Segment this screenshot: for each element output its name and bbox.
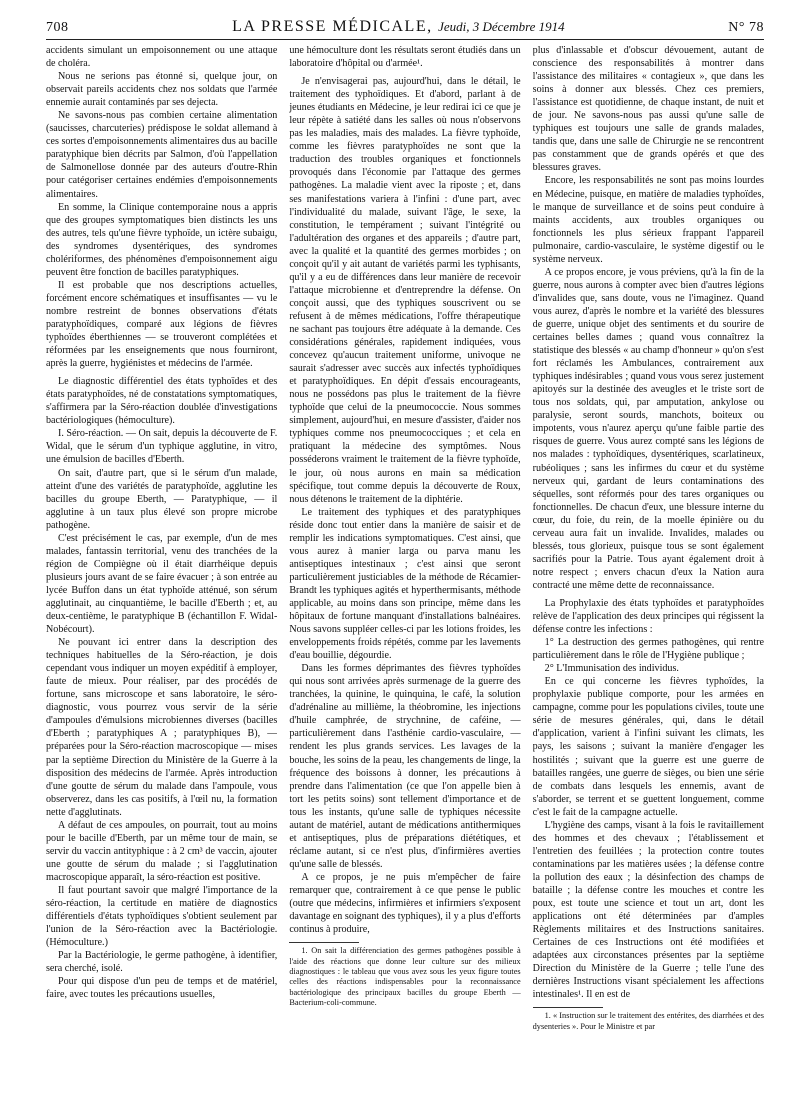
paragraph: En ce qui concerne les fièvres typhoïdes, la prophylaxie publique comporte, pour les armées en campagne, comme pour les populations civiles, toute une série de mesures générales, qui, dans le détail d'application, varient à l'infini suivant les climats, les pays, les saisons ; suivant la manière d'engager les hostilités ; suivant que la guerre est une guerre de batailles rangées, une guerre de sièges, ou bien une série de combats dans lesquels les ennemis, avant de s'aborder, se terrent et se guettent longuement, comme c'est le fait de la campagne actuelle. [532, 676, 764, 818]
paragraph: Il est probable que nos descriptions actuelles, forcément encore schématiques et insuffisantes — vu le nombre restreint de bonnes observations d'états paratyphoïdiques, comparé aux légions de fièvres typhoïdes éberthiennes — se trouveront complétées et réformées par les enseignements que nous fourniront, après la guerre, hygiénistes et médecins de l'armée. [46, 279, 278, 370]
paragraph: Ne savons-nous pas combien certaine alimentation (saucisses, charcuteries) prédispose le soldat allemand à ces sortes d'empoisonnements alimentaires dus au bacille paratyphique bien décrits par Salmon, d'où l'appellation de Salmonellose donnée par des auteurs d'outre-Rhin pour catégoriser certaines endémies d'empoisonnements alimentaires. [46, 110, 278, 200]
issue-number: N° 78 [728, 20, 764, 35]
list-item: 1° La destruction des germes pathogènes, qui rentre particulièrement dans le rôle de l'Hygiène publique ; [532, 637, 764, 662]
list-item: 2° L'Immunisation des individus. [544, 663, 679, 675]
paragraph: Nous ne serions pas étonné si, quelque jour, on observait pareils accidents chez nos soldats que l'armée ennemie aurait contaminés par ses dejecta. [46, 71, 278, 109]
paragraph: Ne pouvant ici entrer dans la description des techniques habituelles de la Séro-réaction, je dois cependant vous indiquer un moyen expéditif à employer, faute de mieux. Pour réaliser, par des procédés de fortune, sans microscope et sans laboratoire, le séro-diagnostic, vous pourrez vous servir de la série d'ampoules d'émulsions microbiennes diverses (bacilles d'Eberth ; paratyphiques A ; paratyphiques B), — préparées pour la Séro-réaction macroscopique — mises par la septième Direction du Ministère de la Guerre à la disposition des médecins de l'armée. Après introduction d'une goutte de sérum du malade dans l'ampoule, vous observerez, dans les cas positifs, à l'œil nu, la formation nette d'agglutinats. [46, 637, 278, 818]
issue-date: Jeudi, 3 Décembre 1914 [438, 19, 565, 34]
paragraph: A ce propos encore, je vous préviens, qu'à la fin de la guerre, nous aurons à compter avec bien d'autres légions d'invalides que, sans doute, vous ne l'imaginez. Quand vous aurez, d'après le nombre et la variété des blessures de guerre, unique objet des sentiments et du sourire de certaines belles dames ; quand vous connaîtrez la statistique des blessés « au champ d'honneur » qu'on s'est fort réclamés les Ambulances, contrairement aux typhiques indésirables ; quand vous vous serez justement apitoyés sur la destinée des aveugles et le triste sort de tous nos soldats, qui, par amputation, ankylose ou paralysie, seront sourds, manchots, boiteux ou impotents, vous n'aurez aperçu qu'une faible partie des risques de guerre. Vous aurez compté sans les légions de nos malades : typhoïdiques, dysentériques, scarlatineux, rubéoliques ; sans les infirmes du cœur et du système nerveux qui, gardant de leurs contaminations des séquelles, sont réformés pour des tares organiques ou fonctionnelles. De chacun d'eux, une blessure interne du cœur, du foie, du rein, de la moelle épinière ou du cerveau aura fait un invalide. Invalides, malades ou blessés, tous glorieux, puisque tous se sont également sacrifiés pour la Patrie. Tous ayant également droit à notre respect ; envers chacun d'eux la Nation aura contracté une même dette de reconnaissance. [532, 266, 764, 591]
footnote: 1. « Instruction sur le traitement des entérites, des diarrhées et des dysenteries ». Pour le Ministre et par [532, 1011, 764, 1031]
paragraph: Dans les formes déprimantes des fièvres typhoïdes qui nous sont arrivées après surmenage de la guerre des tranchées, la quinine, le quinquina, le café, la solution d'adrénaline au millième, la théobromine, les injections d'huile camphrée, de strychnine, de caféine, — particulièrement dans l'asthénie cardio-vasculaire, — rendent les plus grands services. Les lavages de la bouche, les soins de la peau, les changements de linge, la fréquence des boissons à donner, les précautions à prendre dans l'alimentation (ce que l'on appelle bien à tort les petits soins) sont tellement d'importance et de tous les instants, qu'une salle de typhiques nécessite autant de matériel, autant de médications antithermiques et antiseptiques, plus de préparations diététiques, et réclame autant, si ce n'est plus, d'infirmières averties qu'une salle de blessés. [289, 663, 521, 870]
footnote: 1. On sait la différenciation des germes pathogènes possible à l'aide des réactions que donne leur culture sur des milieux diagnostiques : le tableau que vous avez sous les yeux figure toutes celles des réactions indispensables pour la reconnaissance bactériologique des principaux bacilles du groupe Eberth — Bacterium-coli-commune. [289, 946, 521, 1008]
journal-name: LA PRESSE MÉDICALE, [232, 18, 433, 35]
paragraph: Encore, les responsabilités ne sont pas moins lourdes en Médecine, puisque, en matière de maladies typhoïdes, le manque de surveillance et de soins peut conduire à maints accidents, aux troubles organiques ou fonctionnels les plus sérieux frappant l'appareil pulmonaire, cardio-vasculaire, le système digestif ou le système nerveux. [532, 175, 764, 265]
paragraph: A ce propos, je ne puis m'empêcher de faire remarquer que, contrairement à ce que pense le public (outre que médecins, infirmières et infirmiers s'exposent davantage en soignant des typhiques), il y a plus d'efforts continus à produire, [289, 871, 521, 936]
paragraph: Par la Bactériologie, le germe pathogène, à identifier, sera cherché, isolé. [46, 950, 278, 975]
column-left [46, 44, 277, 1094]
paragraph: Le diagnostic différentiel des états typhoïdes et des états paratyphoïdes, né de constatations symptomatiques, s'affirmera par la Séro-réaction doublée d'investigations bactériologiques (hémoculture). [46, 376, 278, 427]
article-columns [46, 44, 764, 1094]
paragraph: accidents simulant un empoisonnement ou une attaque de choléra. [46, 45, 278, 70]
column-right [533, 44, 764, 1094]
page-number: 708 [46, 20, 69, 35]
section-sero-reaction: I. Séro-réaction. — On sait, depuis la découverte de F. Widal, que le sérum d'un typhique agglutine, in vitro, une émulsion de bacilles d'Eberth. [46, 428, 278, 466]
section-prophylaxie: La Prophylaxie des états typhoïdes et paratyphoïdes relève de l'application des deux principes qui régissent la défense contre les infections : [532, 597, 764, 636]
paragraph: plus d'inlassable et d'obscur dévouement, autant de conscience des responsabilités à montrer dans l'assistance des militaires « contagieux », que dans les soins à donner aux blessés. Chez ces premiers, l'assistance est quotidienne, de chaque instant, de nuit et de jour. Ne savons-nous pas aussi qu'une salle de typhiques est toujours une salle de grands malades, tandis que, dans une salle de Chirurgie ne se rencontrent pas constamment que de grands opérés et que des blessures graves. [532, 45, 764, 174]
paragraph: Pour qui dispose d'un peu de temps et de matériel, faire, avec toutes les précautions usuelles, [46, 976, 278, 1001]
paragraph: une hémoculture dont les résultats seront étudiés dans un laboratoire d'hôpital ou d'armée¹. [289, 45, 521, 70]
paragraph: En somme, la Clinique contemporaine nous a appris que des groupes symptomatiques bien distincts les uns des autres, tels qu'une fièvre typhoïde, un ictère subaigu, des syndromes dysentériques, des syndromes cholériformes, des phénomènes d'empoisonnement aigu peuvent être fonction de bacilles paratyphiques. [46, 201, 278, 278]
column-middle [289, 44, 520, 1094]
paragraph: Le traitement des typhiques et des paratyphiques réside donc tout entier dans la manière de saisir et de remplir les indications symptomatiques. C'est ainsi, que vous aurez à manier larga ou parva manu les antiseptiques intestinaux ; c'est ainsi que seront particulièrement justiciables de la méthode de Récamier-Brandt les typhiques agités et hyperthermisants, méthode applicable, au moins dans son principe, même dans les hôpitaux de fortune manquant d'installations balnéaires. Nous savons suppléer celles-ci par les lotions froides, les enveloppements froids répétés, comme par les lavements d'eau bouillie, dégourdie. [289, 506, 521, 662]
journal-title-line [232, 18, 565, 36]
paragraph: L'hygiène des camps, visant à la fois le ravitaillement des hommes et des chevaux ; l'établissement et l'entretien des feuillées ; la protection contre toutes contaminations par les matières usées ; la défense contre la pollution des eaux ; la désinfection des champs de bataille ; la défense contre les mouches et contre les poux, est toute une science et tout un art, dont les applications ont été déterminées par d'amples Règlements militaires et des Instructions sanitaires. Certaines de ces Instructions ont été modifiées et adaptées aux circonstances présentes par la septième Direction du Ministère de la Guerre ; telle l'une des dernières Instructions visant spécialement les affections intestinales¹. Il en est de [532, 819, 764, 1001]
footnote-divider [289, 942, 359, 943]
paragraph: On sait, d'autre part, que si le sérum d'un malade, atteint d'une des variétés de paratyphoïde, agglutine les bacilles du groupe Eberth, — Paratyphique, — il agglutine à un taux plus élevé son propre microbe pathogène. [46, 467, 278, 531]
paragraph: C'est précisément le cas, par exemple, d'un de mes malades, fantassin territorial, venu des tranchées de la région de Compiègne où il était diarrhéique depuis plusieurs jours avant de se faire évacuer ; à son entrée au lycée Buffon dans un état typhoïde atténué, son sérum agglutinait, au cinquantième, le bacille d'Eberth ; et, au deux-centième, le paratyphique B (échantillon F. Widal-Nobécourt). [46, 532, 278, 636]
paragraph: A défaut de ces ampoules, on pourrait, tout au moins pour le bacille d'Eberth, par un même tour de main, se servir du vaccin antityphique : à 2 cm³ de vaccin, ajouter une goutte de sérum du malade ; si l'agglutination macroscopique apparaît, la séro-réaction est positive. [46, 819, 278, 883]
paragraph: Il faut pourtant savoir que malgré l'importance de la séro-réaction, la certitude en matière de diagnostics différentiels d'états typhoïdiques s'obtient seulement par l'union de la Séro-réaction avec la Bactériologie. (Hémoculture.) [46, 885, 278, 949]
page-header [46, 18, 764, 40]
footnote-divider [533, 1007, 603, 1008]
paragraph: Je n'envisagerai pas, aujourd'hui, dans le détail, le traitement des typhoïdiques. Et d'abord, parlant à de jeunes étudiants en Médecine, je leur redirai ici ce que je leur répète à satiété dans les salles où nous n'observons pas les maladies, mais des malades. La fièvre typhoïde, comme les fièvres paratyphoïdes ne sont que la traduction des troubles organiques et fonctionnels provoqués dans l'économie par l'attaque des germes pathogènes. La maladie vient avec la riposte ; et, dans ses manifestations variera à l'infini : d'une part, avec l'individualité du malade, suivant l'âge, le sexe, la constitution, le tempérament ; suivant l'intégrité ou l'adultération des organes et des appareils ; d'autre part, avec la qualité et la quantité des germes morbides ; on conçoit qu'il y ait autant de variétés parmi les typhisants, qu'il y a eu de différences dans leur manière de recevoir l'attaque microbienne et d'entreprendre la défense. On conçoit aussi, que des typhiques souscrivent ou se refusent à de mêmes médications, l'offre thérapeutique ne sachant pas toujours être adéquate à la demande. Ces considérations générales, rapidement indiquées, vous concevez qu'aucun traitement uniforme, univoque ne saurait s'adresser avec succès aux infectés typhoïdiques et paratyphoïdiques. En dépit d'essais encourageants, nous ne possédons pas plus le traitement de la fièvre typhoïde que celui de la pneumococcie. Nous sommes simplement, aujourd'hui, en mesure d'assister, d'aider nos typhiques comme nos pneumococciques ; et cela en pratiquant la médecine des symptômes. Nous posséderons vraiment le traitement de la fièvre typhoïde, le jour, où nous aurons en main sa médication spécifique, tout comme depuis la découverte de Roux, nous détenons le traitement de la diphtérie. [289, 76, 521, 505]
